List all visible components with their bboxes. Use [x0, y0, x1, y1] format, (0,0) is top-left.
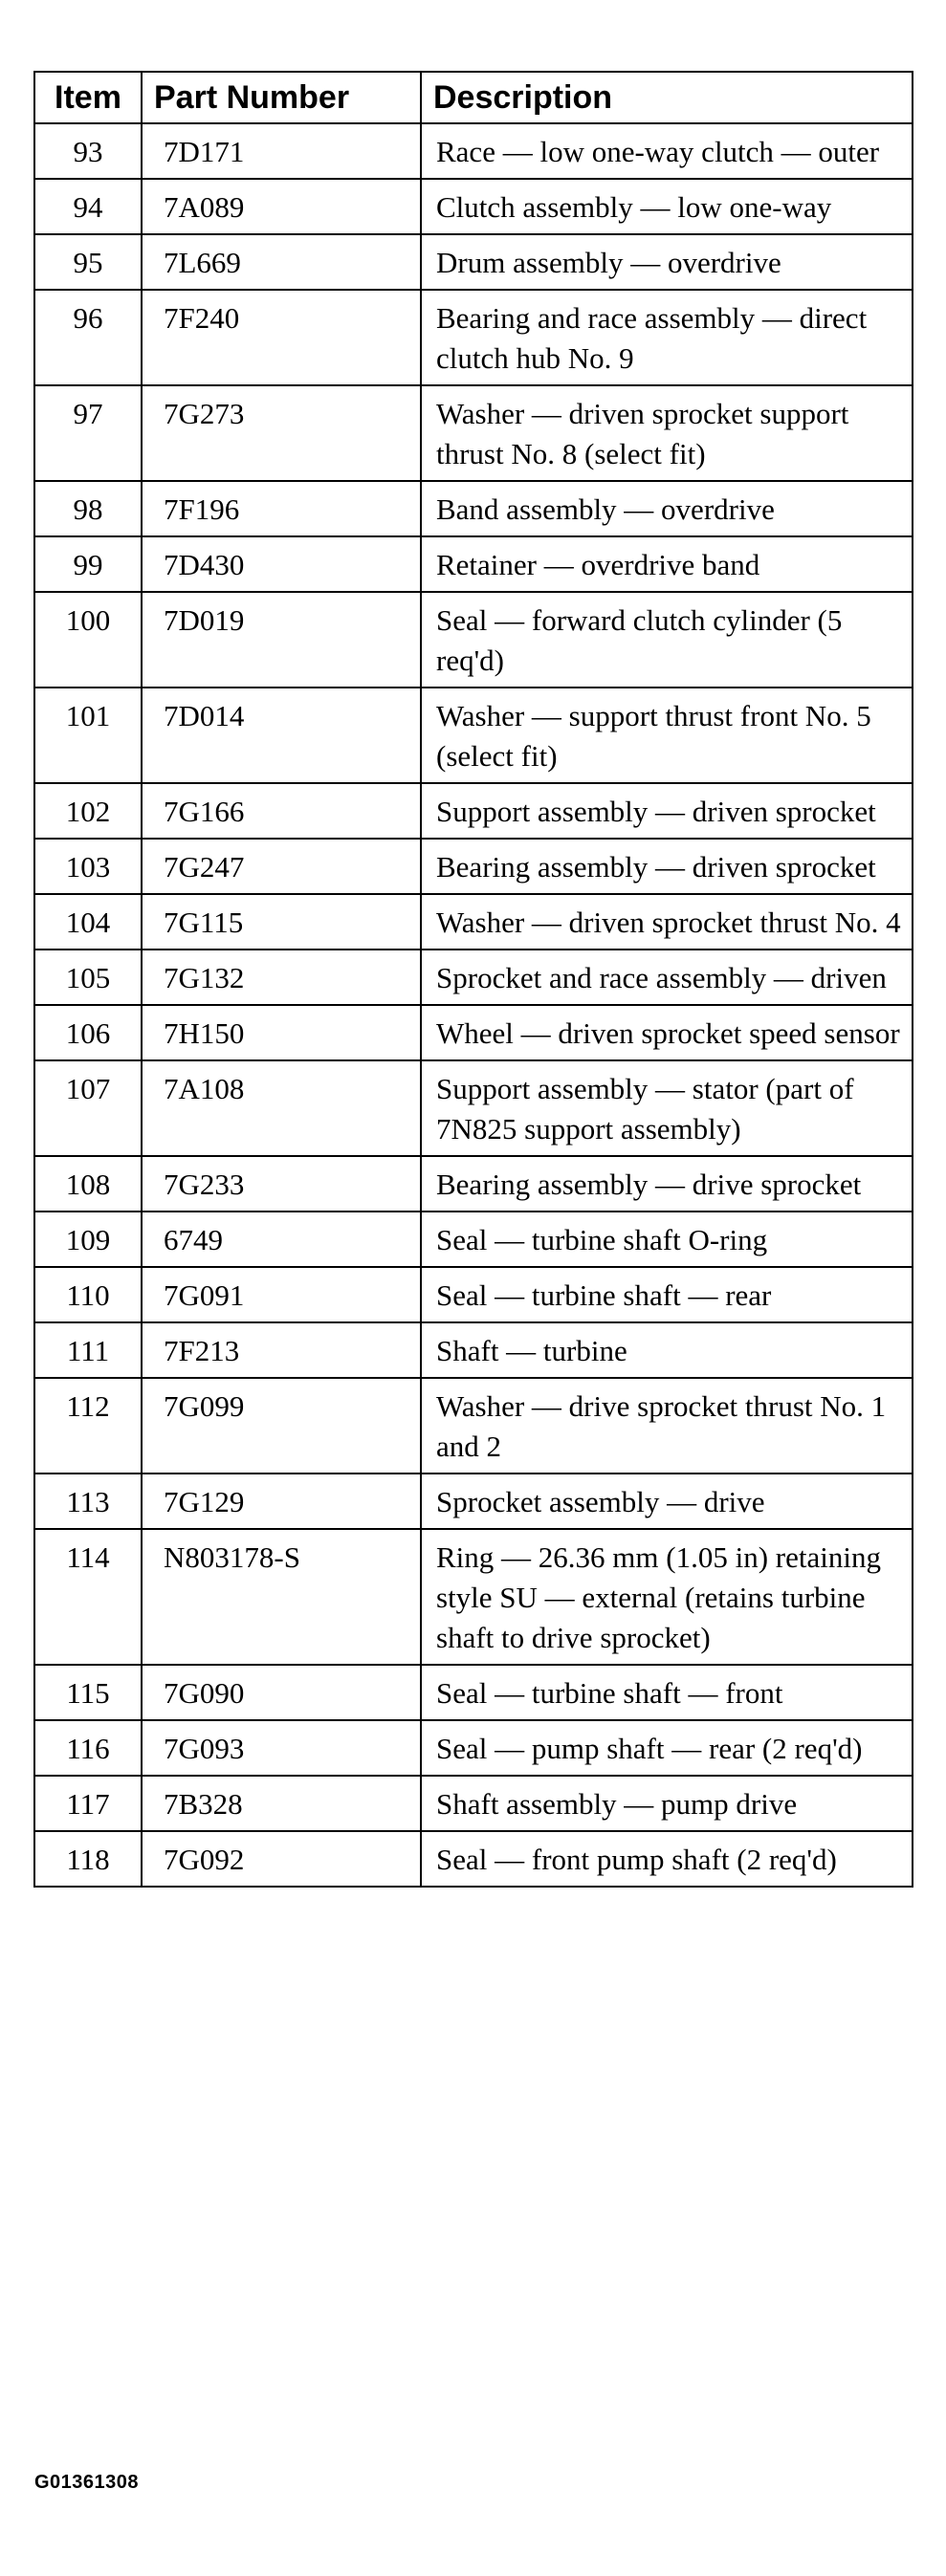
part-number-cell: 7F213	[142, 1322, 421, 1378]
header-description: Description	[421, 72, 913, 123]
part-number-cell: 7D171	[142, 123, 421, 179]
part-number-cell: 7F240	[142, 290, 421, 385]
item-cell: 107	[34, 1060, 142, 1156]
item-cell: 114	[34, 1529, 142, 1665]
description-cell: Bearing and race assembly — direct clutch hub No. 9	[421, 290, 913, 385]
table-row	[34, 123, 913, 179]
description-cell: Shaft — turbine	[421, 1322, 913, 1378]
table-row	[34, 179, 913, 234]
part-number-cell: N803178-S	[142, 1529, 421, 1665]
part-number-cell: 7A089	[142, 179, 421, 234]
table-row	[34, 1665, 913, 1720]
description-cell: Sprocket and race assembly — driven	[421, 950, 913, 1005]
part-number-cell: 7G092	[142, 1831, 421, 1887]
table-row	[34, 1322, 913, 1378]
part-number-cell: 7D430	[142, 536, 421, 592]
part-number-cell: 7G090	[142, 1665, 421, 1720]
part-number-cell: 7G091	[142, 1267, 421, 1322]
item-cell: 110	[34, 1267, 142, 1322]
description-cell: Sprocket assembly — drive	[421, 1474, 913, 1529]
item-cell: 115	[34, 1665, 142, 1720]
item-cell: 106	[34, 1005, 142, 1060]
table-row	[34, 839, 913, 894]
item-cell: 95	[34, 234, 142, 290]
figure-code: G01361308	[34, 2472, 140, 2493]
description-cell: Bearing assembly — drive sprocket	[421, 1156, 913, 1212]
description-cell: Clutch assembly — low one-way	[421, 179, 913, 234]
description-cell: Ring — 26.36 mm (1.05 in) retaining style SU — external (retains turbine shaft to drive sprocket)	[421, 1529, 913, 1665]
item-cell: 96	[34, 290, 142, 385]
part-number-cell: 7B328	[142, 1776, 421, 1831]
table-row	[34, 1212, 913, 1267]
part-number-cell: 7G115	[142, 894, 421, 950]
table-row	[34, 1831, 913, 1887]
table-row	[34, 385, 913, 481]
part-number-cell: 7G247	[142, 839, 421, 894]
table-row	[34, 234, 913, 290]
item-cell: 118	[34, 1831, 142, 1887]
table-row	[34, 1474, 913, 1529]
item-cell: 97	[34, 385, 142, 481]
part-number-cell: 7A108	[142, 1060, 421, 1156]
description-cell: Wheel — driven sprocket speed sensor	[421, 1005, 913, 1060]
item-cell: 99	[34, 536, 142, 592]
description-cell: Drum assembly — overdrive	[421, 234, 913, 290]
table-row	[34, 1005, 913, 1060]
description-cell: Washer — driven sprocket thrust No. 4	[421, 894, 913, 950]
table-row	[34, 783, 913, 839]
part-number-cell: 7G166	[142, 783, 421, 839]
table-row	[34, 950, 913, 1005]
part-number-cell: 7G132	[142, 950, 421, 1005]
item-cell: 109	[34, 1212, 142, 1267]
table-row	[34, 1060, 913, 1156]
item-cell: 108	[34, 1156, 142, 1212]
header-item: Item	[34, 72, 142, 123]
table-row	[34, 592, 913, 688]
table-row	[34, 1776, 913, 1831]
description-cell: Washer — support thrust front No. 5 (select fit)	[421, 688, 913, 783]
description-cell: Washer — driven sprocket support thrust No. 8 (select fit)	[421, 385, 913, 481]
item-cell: 112	[34, 1378, 142, 1474]
part-number-cell: 7H150	[142, 1005, 421, 1060]
table-row	[34, 536, 913, 592]
header-part-number: Part Number	[142, 72, 421, 123]
part-number-cell: 7G273	[142, 385, 421, 481]
item-cell: 104	[34, 894, 142, 950]
description-cell: Support assembly — stator (part of 7N825 support assembly)	[421, 1060, 913, 1156]
item-cell: 116	[34, 1720, 142, 1776]
part-number-cell: 6749	[142, 1212, 421, 1267]
description-cell: Shaft assembly — pump drive	[421, 1776, 913, 1831]
table-row	[34, 894, 913, 950]
parts-body	[34, 123, 913, 1887]
part-number-cell: 7G129	[142, 1474, 421, 1529]
header-row	[34, 72, 913, 123]
description-cell: Seal — forward clutch cylinder (5 req'd)	[421, 592, 913, 688]
part-number-cell: 7L669	[142, 234, 421, 290]
item-cell: 94	[34, 179, 142, 234]
item-cell: 111	[34, 1322, 142, 1378]
table-row	[34, 1529, 913, 1665]
part-number-cell: 7G093	[142, 1720, 421, 1776]
item-cell: 113	[34, 1474, 142, 1529]
item-cell: 102	[34, 783, 142, 839]
part-number-cell: 7D019	[142, 592, 421, 688]
table-row	[34, 1378, 913, 1474]
table-row	[34, 1156, 913, 1212]
description-cell: Seal — turbine shaft O-ring	[421, 1212, 913, 1267]
description-cell: Seal — pump shaft — rear (2 req'd)	[421, 1720, 913, 1776]
description-cell: Support assembly — driven sprocket	[421, 783, 913, 839]
table-row	[34, 481, 913, 536]
table-row	[34, 1267, 913, 1322]
item-cell: 98	[34, 481, 142, 536]
description-cell: Race — low one-way clutch — outer	[421, 123, 913, 179]
item-cell: 117	[34, 1776, 142, 1831]
item-cell: 100	[34, 592, 142, 688]
description-cell: Washer — drive sprocket thrust No. 1 and 2	[421, 1378, 913, 1474]
part-number-cell: 7G233	[142, 1156, 421, 1212]
description-cell: Seal — front pump shaft (2 req'd)	[421, 1831, 913, 1887]
table-row	[34, 290, 913, 385]
description-cell: Seal — turbine shaft — front	[421, 1665, 913, 1720]
part-number-cell: 7G099	[142, 1378, 421, 1474]
part-number-cell: 7F196	[142, 481, 421, 536]
description-cell: Bearing assembly — driven sprocket	[421, 839, 913, 894]
part-number-cell: 7D014	[142, 688, 421, 783]
description-cell: Band assembly — overdrive	[421, 481, 913, 536]
table-row	[34, 1720, 913, 1776]
parts-table	[33, 71, 913, 1888]
table-row	[34, 688, 913, 783]
description-cell: Retainer — overdrive band	[421, 536, 913, 592]
description-cell: Seal — turbine shaft — rear	[421, 1267, 913, 1322]
item-cell: 105	[34, 950, 142, 1005]
item-cell: 93	[34, 123, 142, 179]
item-cell: 103	[34, 839, 142, 894]
item-cell: 101	[34, 688, 142, 783]
